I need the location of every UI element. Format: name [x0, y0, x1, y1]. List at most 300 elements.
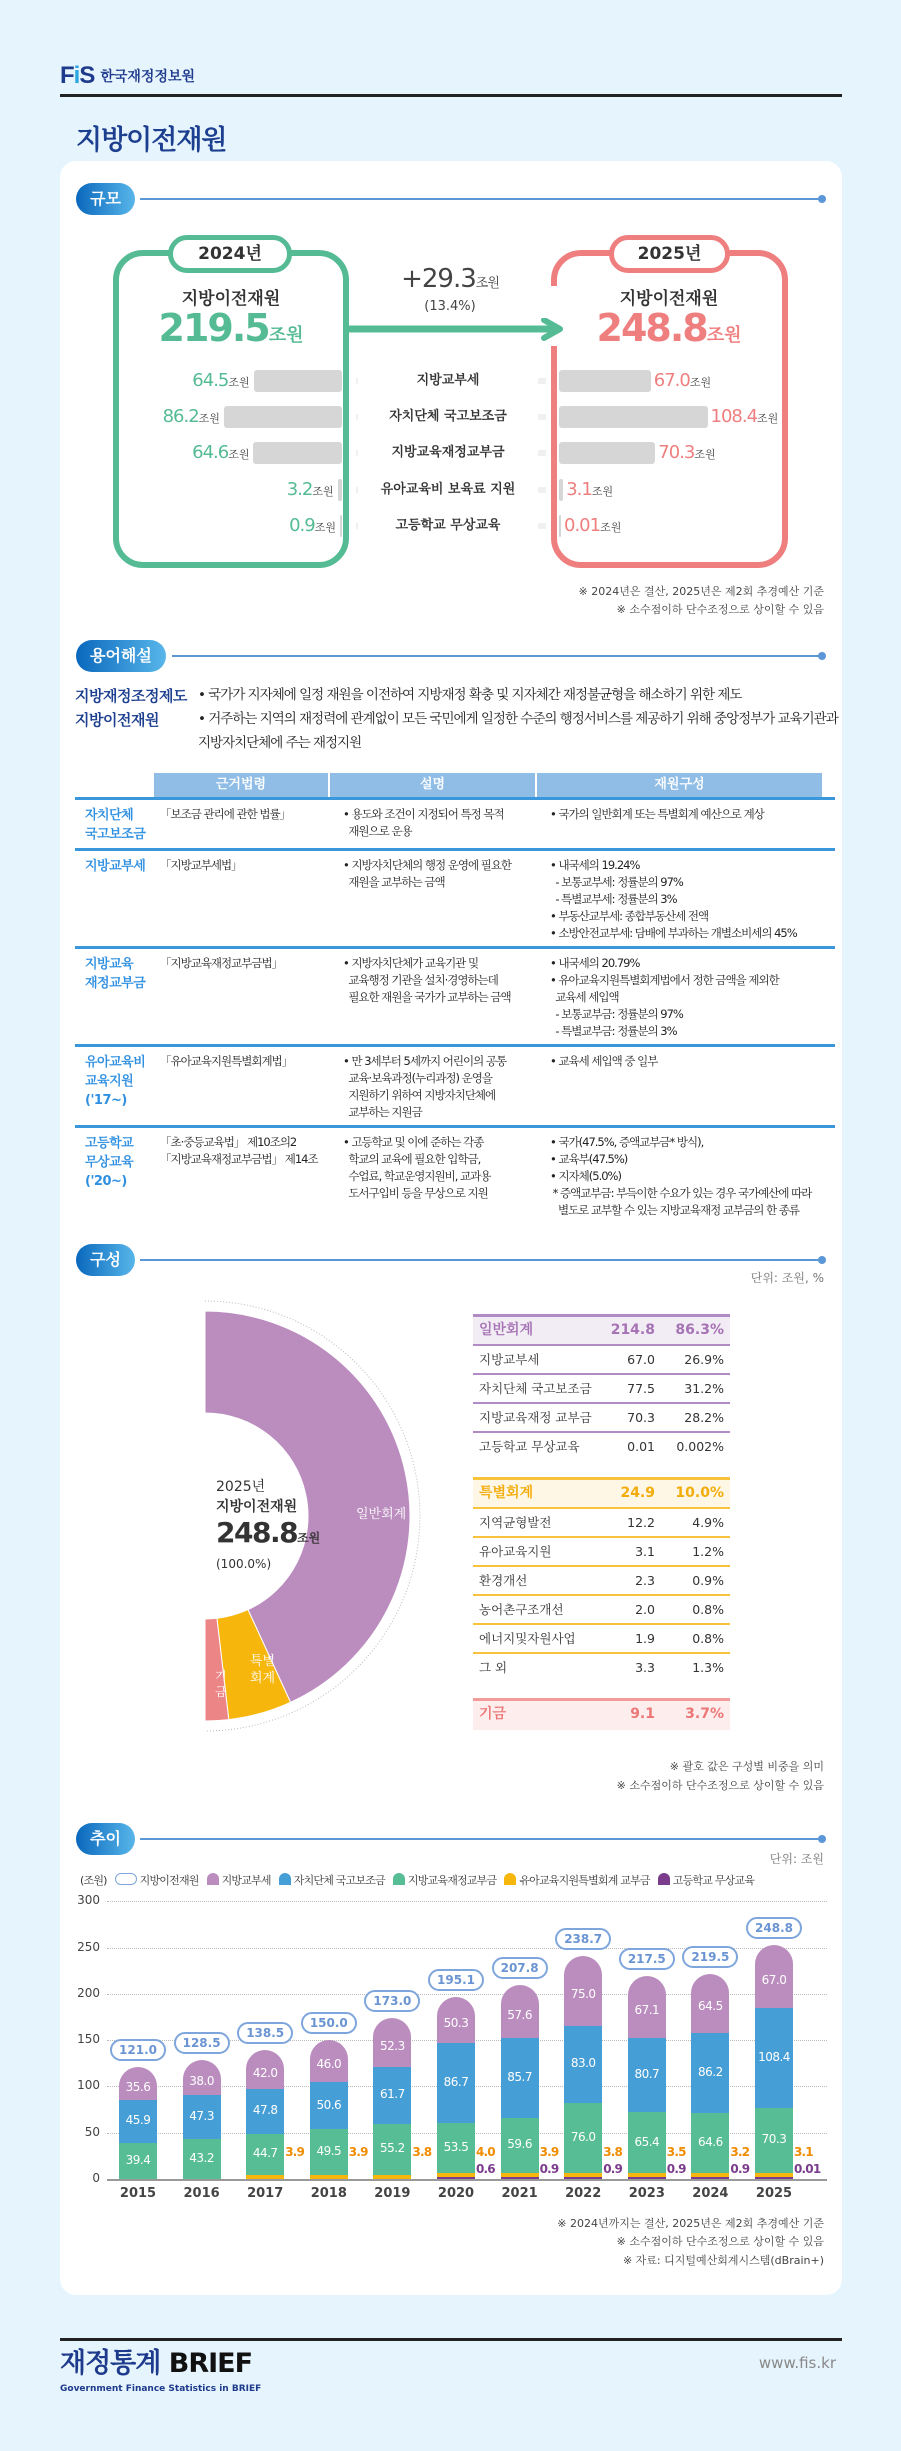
- bar-2024: [338, 479, 342, 501]
- year-tab-2024: 2024년: [168, 235, 292, 273]
- group-name: 특별회계: [479, 1485, 534, 1501]
- bar-value-label: 108.4: [758, 2049, 790, 2064]
- donut-center-total-value: 248.8: [216, 1516, 298, 1549]
- row-label: [75, 1053, 160, 1121]
- item-name: 지방교부세: [358, 370, 538, 392]
- def-term-1: 지방재정조정제도: [75, 687, 187, 705]
- row-name: 환경개선: [479, 1573, 528, 1588]
- section-line-dot: [818, 652, 826, 660]
- table-row: [75, 946, 835, 1044]
- bar-value-label: 45.9: [125, 2113, 151, 2128]
- row-pct: 26.9%: [684, 1352, 724, 1367]
- desc-cell: [343, 1053, 550, 1121]
- label-2025: 지방이전재원: [619, 289, 719, 309]
- value-2025-number: 67.0: [653, 370, 690, 391]
- source-cell: [550, 806, 835, 844]
- total-2024-value: 219.5: [158, 306, 269, 350]
- change-amount: +29.3: [401, 264, 476, 294]
- group-header-fund: [473, 1698, 730, 1730]
- x-tick-label: 2020: [437, 2186, 475, 2201]
- composition-row: [473, 1431, 730, 1460]
- composition-row: [473, 1402, 730, 1431]
- side-label-kindergarten: 3.9: [348, 2145, 368, 2159]
- item-name: 자치단체 국고보조금: [358, 406, 538, 428]
- composition-unit: 단위: 조원, %: [750, 1271, 824, 1285]
- bar-value-label: 64.6: [698, 2135, 723, 2150]
- section-line: [172, 655, 822, 657]
- legend-item: [207, 1872, 271, 1888]
- slice-label-general: 일반회계: [356, 1507, 407, 1522]
- scale-note-1: ※ 2024년은 결산, 2025년은 제2회 추경예산 기준: [578, 585, 824, 598]
- law-line: 「초·중등교육법」 제10조의2: [160, 1135, 297, 1149]
- def-term-2: 지방이전재원: [75, 711, 159, 729]
- y-axis-unit: (조원): [80, 1874, 107, 1887]
- law-cell: [160, 806, 343, 844]
- org-name: 한국재정정보원: [100, 69, 196, 85]
- value-2025-unit: 조원: [694, 448, 716, 461]
- change-unit: 조원: [475, 276, 499, 291]
- item-name: 지방교육재정교부금: [358, 442, 538, 464]
- bar-segment-유아교육지원특별회계 교부금: [691, 2173, 729, 2177]
- group-value: 214.8: [610, 1322, 655, 1338]
- row-value: 3.1: [635, 1544, 655, 1559]
- bar-segment-고등학교 무상교육: [501, 2177, 539, 2179]
- bar-value-label: 86.7: [443, 2075, 469, 2090]
- source-cell: [550, 1053, 835, 1121]
- gridline: [107, 1901, 827, 1902]
- legend-item: [658, 1872, 754, 1888]
- footer-brand-korean: 재정통계: [60, 2348, 161, 2379]
- legend-label: 자치단체 국고보조금: [293, 1874, 385, 1887]
- row-name: 그 외: [479, 1660, 508, 1675]
- bar-value-label: 50.6: [316, 2097, 342, 2112]
- row-value: 77.5: [627, 1381, 655, 1396]
- row-value: 67.0: [627, 1352, 655, 1367]
- legend-item: [279, 1872, 385, 1888]
- legend-swatch: [658, 1873, 670, 1885]
- desc-cell: [343, 857, 550, 942]
- bar-value-label: 85.7: [507, 2070, 532, 2085]
- value-2024: [192, 370, 249, 394]
- value-2024-unit: 조원: [314, 521, 336, 534]
- row-label-line: 지방교부세: [85, 859, 146, 874]
- y-tick-label: 200: [77, 1985, 100, 2000]
- row-name: 지방교부세: [479, 1352, 540, 1367]
- section-line: [140, 198, 822, 200]
- bar-segment-고등학교 무상교육: [437, 2177, 475, 2179]
- section-line-dot: [818, 1835, 826, 1843]
- table-header: 재원구성: [537, 773, 824, 797]
- bar-value-label: 80.7: [634, 2067, 660, 2082]
- side-label-kindergarten: 4.0: [476, 2145, 495, 2159]
- table-header: 근거법령: [154, 773, 330, 797]
- source-line: • 부동산교부세: 종합부동산세 전액: [550, 909, 709, 923]
- scale-note-2: ※ 소수점이하 단수조정으로 상이할 수 있음: [616, 603, 824, 616]
- legend-label: 유아교육지원특별회계 교부금: [519, 1874, 650, 1887]
- legend-swatch: [207, 1873, 219, 1885]
- donut-center-title: 지방이전재원: [216, 1499, 298, 1515]
- bar-value-label: 76.0: [570, 2129, 596, 2144]
- row-value: 70.3: [627, 1410, 655, 1425]
- header-divider: [60, 94, 842, 97]
- y-tick-label: 0: [92, 2171, 100, 2185]
- row-value: 12.2: [627, 1515, 655, 1530]
- row-label: [75, 955, 160, 1040]
- row-name: 고등학교 무상교육: [479, 1439, 580, 1454]
- row-pct: 0.002%: [676, 1439, 724, 1454]
- bar-segment-유아교육지원특별회계 교부금: [310, 2175, 348, 2179]
- law-cell: [160, 1134, 343, 1219]
- row-label-line: 무상교육: [85, 1155, 134, 1170]
- bar-value-label: 65.4: [634, 2134, 660, 2149]
- trend-note-1: ※ 2024년까지는 결산, 2025년은 제2회 추경예산 기준: [557, 2217, 824, 2230]
- trend-note-3: ※ 자료: 디지털예산회계시스템(dBrain+): [622, 2254, 824, 2267]
- source-cell: [550, 857, 835, 942]
- bar-value-label: 75.0: [570, 1987, 596, 2002]
- bar-value-label: 61.7: [380, 2087, 405, 2102]
- law-cell: [160, 955, 343, 1040]
- row-label-line: ('20~): [85, 1174, 127, 1189]
- desc-cell: [343, 1134, 550, 1219]
- total-label: 219.5: [682, 1946, 738, 1968]
- row-label-line: 지방교육: [85, 957, 134, 972]
- y-tick-label: 100: [77, 2078, 100, 2093]
- bar-2025: [559, 406, 708, 428]
- trend-unit: 단위: 조원: [769, 1852, 824, 1866]
- source-line: • 교육세 세입액 중 일부: [550, 1054, 658, 1068]
- source-line: 별도로 교부할 수 있는 지방교육재정 교부금의 한 종류: [550, 1203, 799, 1217]
- change-value: [360, 264, 540, 294]
- donut-center-total: [216, 1517, 320, 1554]
- side-label-kindergarten: 3.9: [285, 2145, 305, 2159]
- x-tick-label: 2016: [183, 2186, 220, 2201]
- bar-value-label: 64.5: [698, 1999, 723, 2014]
- bar-segment-고등학교 무상교육: [691, 2177, 729, 2179]
- donut-center-label: [216, 1477, 320, 1574]
- source-line: • 유아교육지원특별회계법에서 정한 금액을 제외한: [550, 973, 779, 987]
- bar-value-label: 67.0: [761, 1972, 787, 1987]
- legend-swatch: [279, 1873, 291, 1885]
- bar-value-label: 39.4: [125, 2152, 151, 2167]
- bar-segment-유아교육지원특별회계 교부금: [373, 2175, 411, 2179]
- composition-note-1: ※ 괄호 값은 구성별 비중을 의미: [669, 1760, 824, 1773]
- value-2024-number: 0.9: [289, 515, 315, 536]
- composition-row: [473, 1536, 730, 1565]
- legend-item: [393, 1872, 496, 1888]
- source-line: • 내국세의 19.24%: [550, 858, 640, 872]
- composition-row: [473, 1623, 730, 1652]
- bar-segment-유아교육지원특별회계 교부금: [246, 2175, 284, 2179]
- legend-item-total: [115, 1872, 199, 1888]
- row-name: 농어촌구조개선: [479, 1602, 564, 1617]
- bar-2025: [559, 370, 651, 392]
- row-pct: 0.8%: [692, 1602, 724, 1617]
- source-line: • 국가(47.5%, 증액교부금* 방식),: [550, 1135, 704, 1149]
- bar-2024: [224, 406, 342, 428]
- slice-label-special: 특별회계: [250, 1654, 276, 1686]
- value-2025-number: 0.01: [564, 515, 601, 536]
- side-label-highschool: 0.9: [666, 2162, 686, 2176]
- footer-brand-brief: BRIEF: [168, 2348, 253, 2379]
- source-line: - 특별교부세: 정률분의 3%: [550, 892, 677, 906]
- bar-segment-고등학교 무상교육: [755, 2177, 793, 2179]
- bar-value-label: 53.5: [443, 2140, 469, 2155]
- terms-table: [75, 773, 835, 1223]
- row-value: 2.3: [635, 1573, 655, 1588]
- side-label-kindergarten: 3.5: [666, 2145, 686, 2159]
- desc-cell: [343, 955, 550, 1040]
- table-header-row: [75, 773, 824, 797]
- donut-center-unit: 조원: [297, 1531, 321, 1545]
- item-name: 고등학교 무상교육: [358, 515, 538, 537]
- side-label-kindergarten: 3.2: [730, 2145, 750, 2159]
- value-2025: [711, 406, 779, 430]
- bar-2024: [253, 442, 342, 464]
- table-row: [75, 797, 835, 848]
- gridline: [107, 2179, 827, 2181]
- value-2025: [564, 515, 621, 539]
- value-2025-number: 70.3: [658, 442, 695, 463]
- row-value: 3.3: [635, 1660, 655, 1675]
- source-line: - 특별교부금: 정률분의 3%: [550, 1024, 677, 1038]
- row-pct: 0.9%: [692, 1573, 724, 1588]
- bar-value-label: 59.6: [507, 2137, 532, 2152]
- row-pct: 1.2%: [692, 1544, 724, 1559]
- group-header-general: [473, 1314, 730, 1344]
- desc-line: 수업료, 학교운영지원비, 교과용: [343, 1169, 491, 1183]
- composition-row: [473, 1565, 730, 1594]
- y-tick-label: 300: [77, 1893, 100, 1908]
- section-line-dot: [818, 195, 826, 203]
- side-label-highschool: 0.9: [539, 2162, 559, 2176]
- arrow-icon: [340, 318, 580, 342]
- value-2025: [566, 479, 613, 503]
- value-2024-unit: 조원: [198, 412, 220, 425]
- law-line: 「지방교육재정교부금법」: [160, 956, 283, 970]
- row-label-line: 유아교육비: [85, 1055, 146, 1070]
- x-tick-label: 2015: [119, 2186, 157, 2201]
- value-2024-unit: 조원: [228, 448, 250, 461]
- group-pct: 3.7%: [685, 1706, 724, 1722]
- legend-swatch: [504, 1873, 516, 1885]
- desc-line: 교부하는 지원금: [343, 1105, 422, 1119]
- side-label-kindergarten: 3.9: [539, 2145, 559, 2159]
- total-label: 238.7: [555, 1928, 611, 1950]
- bar-value-label: 55.2: [380, 2141, 405, 2156]
- desc-line: • 지방자치단체의 행정 운영에 필요한: [343, 858, 512, 872]
- composition-row: [473, 1507, 730, 1536]
- value-2024-number: 64.5: [192, 370, 229, 391]
- law-cell: [160, 1053, 343, 1121]
- row-name: 지방교육재정 교부금: [479, 1410, 592, 1425]
- legend-label: 지방교육재정교부금: [407, 1874, 497, 1887]
- source-line: * 증액교부금: 부득이한 수요가 있는 경우 국가예산에 따라: [550, 1186, 812, 1200]
- bar-value-label: 38.0: [189, 2073, 214, 2088]
- footer-divider: [60, 2338, 842, 2341]
- group-value: 24.9: [620, 1485, 655, 1501]
- bar-segment-유아교육지원특별회계 교부금: [564, 2173, 602, 2177]
- composition-row: [473, 1373, 730, 1402]
- bar-value-label: 44.7: [252, 2146, 278, 2161]
- value-2024-number: 86.2: [162, 406, 199, 427]
- bar-value-label: 70.3: [761, 2132, 787, 2147]
- total-label: 173.0: [364, 1990, 420, 2012]
- section-line: [140, 1838, 822, 1840]
- bar-value-label: 57.6: [507, 2007, 532, 2022]
- desc-line: • 만 3세부터 5세까지 어린이의 공통: [343, 1054, 507, 1068]
- year-tab-2025: 2025년: [609, 235, 730, 273]
- bar-value-label: 50.3: [443, 2015, 469, 2030]
- value-2024: [289, 515, 336, 539]
- source-cell: [550, 1134, 835, 1219]
- law-cell: [160, 857, 343, 942]
- desc-line: 도서구입비 등을 무상으로 지원: [343, 1186, 488, 1200]
- side-label-highschool: 0.6: [476, 2162, 495, 2176]
- total-label: 150.0: [301, 2012, 357, 2034]
- desc-line: 지원하기 위하여 지방자치단체에: [343, 1088, 496, 1102]
- row-label: [75, 857, 160, 942]
- bar-value-label: 83.0: [570, 2056, 596, 2071]
- def-text-2: • 거주하는 지역의 재정력에 관계없이 모든 국민에게 일정한 수준의 행정서비스를 제공하기 위해 중앙정부가 교육기관과 지방자치단체에 주는 재정지원: [198, 711, 838, 751]
- total-2024-unit: 조원: [268, 325, 304, 346]
- row-pct: 4.9%: [692, 1515, 724, 1530]
- source-line: • 국가의 일반회계 또는 특별회계 예산으로 계상: [550, 807, 764, 821]
- side-label-kindergarten: 3.8: [603, 2145, 623, 2159]
- law-line: 「지방교육재정교부금법」 제14조: [160, 1152, 318, 1166]
- value-2024: [287, 479, 334, 503]
- row-pct: 31.2%: [684, 1381, 724, 1396]
- table-row: [75, 1044, 835, 1125]
- desc-line: • 용도와 조건이 지정되어 특정 목적: [343, 807, 504, 821]
- section-line: [140, 1259, 822, 1261]
- source-line: • 교육부(47.5%): [550, 1152, 628, 1166]
- row-label-line: 국고보조금: [85, 827, 146, 842]
- row-label-line: 재정교부금: [85, 976, 146, 991]
- x-tick-label: 2017: [247, 2186, 284, 2201]
- desc-line: 필요한 재원을 국가가 교부하는 금액: [343, 990, 511, 1004]
- table-header: 설명: [330, 773, 537, 797]
- table-row: [75, 1125, 835, 1223]
- bar-segment-고등학교 무상교육: [628, 2177, 666, 2179]
- row-value: 0.01: [627, 1439, 655, 1454]
- value-2024-unit: 조원: [312, 485, 334, 498]
- composition-row: [473, 1652, 730, 1681]
- row-name: 에너지및자원사업: [479, 1631, 576, 1646]
- y-tick-label: 50: [84, 2124, 100, 2139]
- fis-logo: [60, 62, 195, 90]
- x-tick-label: 2023: [628, 2186, 665, 2201]
- source-line: • 소방안전교부세: 담배에 부과하는 개별소비세의 45%: [550, 926, 797, 940]
- legend-item: [504, 1872, 649, 1888]
- row-label-line: 교육지원: [85, 1074, 134, 1089]
- value-2025: [654, 370, 711, 394]
- x-tick-label: 2024: [692, 2186, 729, 2201]
- side-label-highschool: 0.01: [794, 2162, 821, 2176]
- footer-brand: [60, 2348, 252, 2380]
- law-line: 「지방교부세법」: [160, 858, 242, 872]
- section-pill-scale: 규모: [76, 183, 135, 215]
- bar-2025: [559, 442, 655, 464]
- total-label: 195.1: [428, 1969, 484, 1991]
- desc-cell: [343, 806, 550, 844]
- composition-note-2: ※ 소수점이하 단수조정으로 상이할 수 있음: [616, 1779, 824, 1792]
- row-name: 지역균형발전: [479, 1515, 552, 1530]
- bar-value-label: 35.6: [125, 2079, 151, 2094]
- total-label: 248.8: [746, 1917, 802, 1939]
- footer-subtitle: Government Finance Statistics in BRIEF: [60, 2384, 262, 2394]
- total-2025-unit: 조원: [706, 325, 742, 346]
- row-pct: 1.3%: [692, 1660, 724, 1675]
- composition-row: [473, 1594, 730, 1623]
- bar-segment-유아교육지원특별회계 교부금: [437, 2173, 475, 2177]
- bar-value-label: 67.1: [634, 2002, 660, 2017]
- value-2025-unit: 조원: [591, 485, 614, 498]
- value-2025: [658, 442, 715, 466]
- bar-value-label: 47.8: [252, 2103, 278, 2118]
- total-label: 121.0: [110, 2039, 166, 2061]
- bar-2024: [340, 515, 342, 537]
- legend-swatch-total: [115, 1873, 137, 1885]
- source-line: - 보통교부세: 정률분의 97%: [550, 875, 683, 889]
- row-pct: 28.2%: [684, 1410, 724, 1425]
- page-title: 지방이전재원: [76, 125, 227, 156]
- group-name: 일반회계: [479, 1322, 534, 1338]
- desc-line: 교육·보육과정(누리과정) 운영을: [343, 1071, 493, 1085]
- bar-segment-유아교육지원특별회계 교부금: [628, 2173, 666, 2177]
- total-label: 207.8: [492, 1957, 548, 1979]
- label-2024: 지방이전재원: [181, 289, 281, 309]
- desc-line: • 고등학교 및 이에 준하는 각종: [343, 1135, 484, 1149]
- bar-segment-유아교육지원특별회계 교부금: [501, 2173, 539, 2177]
- law-line: 「보조금 관리에 관한 법률」: [160, 807, 291, 821]
- x-tick-label: 2019: [374, 2186, 411, 2201]
- section-pill-composition: 구성: [76, 1244, 135, 1276]
- bar-2024: [254, 370, 342, 392]
- total-2025: [551, 306, 787, 350]
- group-pct: 10.0%: [675, 1485, 724, 1501]
- x-tick-label: 2021: [501, 2186, 538, 2201]
- value-2024-number: 64.6: [192, 442, 229, 463]
- row-value: 2.0: [635, 1602, 655, 1617]
- desc-line: 재원으로 운용: [343, 824, 412, 838]
- fis-logo-mark: FiS: [60, 62, 95, 89]
- change-pct: (13.4%): [424, 299, 476, 314]
- footer-url[interactable]: www.fis.kr: [758, 2354, 836, 2372]
- desc-line: • 지방자치단체가 교육기관 및: [343, 956, 479, 970]
- desc-line: 학교의 교육에 필요한 입학금,: [343, 1152, 481, 1166]
- legend-swatch: [393, 1873, 405, 1885]
- row-name: 유아교육지원: [479, 1544, 552, 1559]
- group-name: 기금: [479, 1706, 507, 1722]
- x-tick-label: 2018: [310, 2186, 347, 2201]
- y-tick-label: 150: [77, 2032, 100, 2047]
- value-2025-unit: 조원: [689, 376, 712, 389]
- def-text-1: • 국가가 지자체에 일정 재원을 이전하여 지방재정 확충 및 지자체간 재정불균형을 해소하기 위한 제도: [198, 687, 742, 703]
- y-tick-label: 250: [77, 1939, 100, 1954]
- slice-label-fund: 기금: [215, 1669, 227, 1699]
- row-pct: 0.8%: [692, 1631, 724, 1646]
- legend-label: 지방교부세: [221, 1874, 271, 1887]
- side-label-kindergarten: 3.1: [794, 2145, 813, 2159]
- side-label-highschool: 0.9: [730, 2162, 750, 2176]
- row-label-line: ('17~): [85, 1093, 127, 1108]
- donut-center-year: 2025년: [216, 1479, 266, 1495]
- source-line: - 보통교부금: 정률분의 97%: [550, 1007, 683, 1021]
- x-tick-label: 2022: [565, 2186, 602, 2201]
- source-cell: [550, 955, 835, 1040]
- bar-value-label: 42.0: [252, 2065, 278, 2080]
- section-line-dot: [818, 1256, 826, 1264]
